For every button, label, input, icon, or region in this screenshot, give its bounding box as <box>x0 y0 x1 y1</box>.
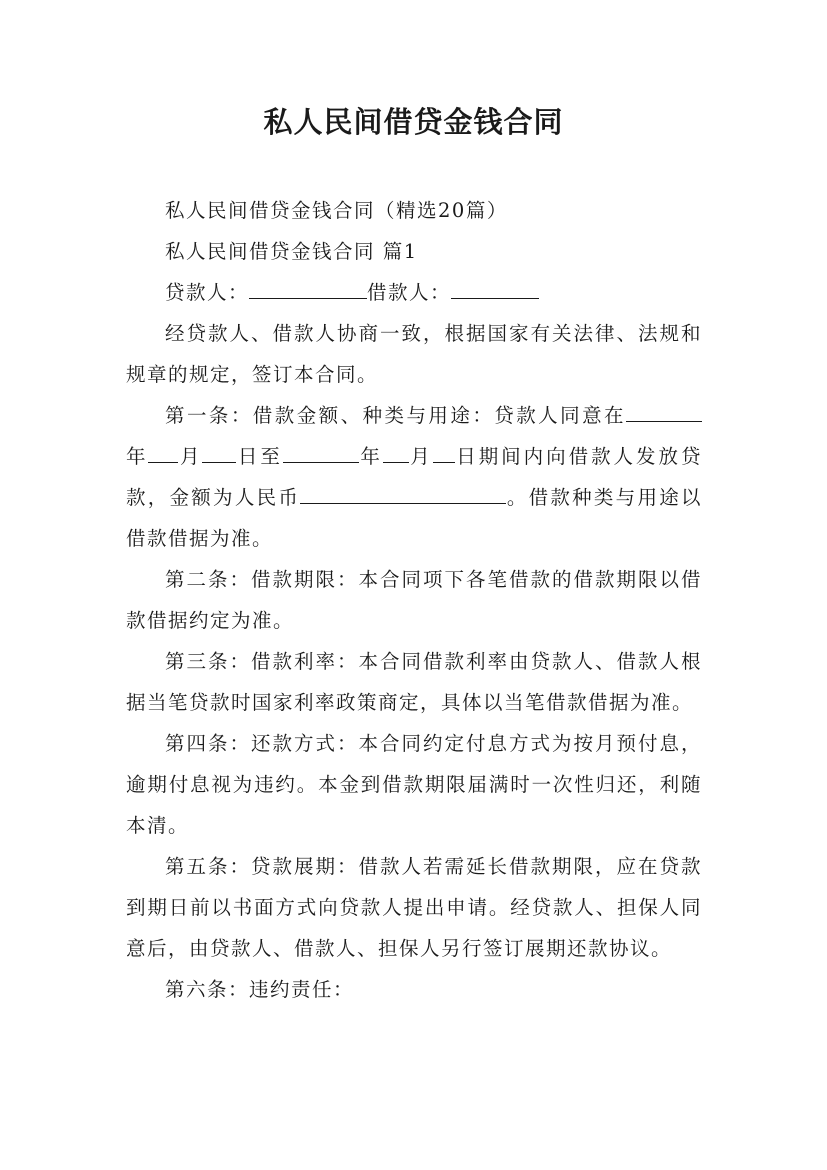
document-title: 私人民间借贷金钱合同 <box>263 105 564 139</box>
article-5: 第五条：贷款展期：借款人若需延长借款期限，应在贷款到期日前以书面方式向贷款人提出申请。经贷款人、担保人同意后，由贷款人、借款人、担保人另行签订展期还款协议。 <box>126 855 702 960</box>
article-1 <box>126 395 702 559</box>
intro-paragraph: 经贷款人、借款人协商一致，根据国家有关法律、法规和规章的规定，签订本合同。 <box>126 322 702 386</box>
article-2: 第二条：借款期限：本合同项下各笔借款的借款期限以借款借据约定为准。 <box>126 568 702 632</box>
year-label: 年 <box>126 445 149 468</box>
lender-blank <box>249 278 367 299</box>
borrower-label: 借款人： <box>367 281 452 304</box>
section-heading: 私人民间借贷金钱合同 篇1 <box>165 240 418 263</box>
month-label: 月 <box>178 445 203 468</box>
year2-label: 年 <box>358 445 383 468</box>
month2-label: 月 <box>408 445 433 468</box>
article-3: 第三条：借款利率：本合同借款利率由贷款人、借款人根据当笔贷款时国家利率政策商定，具体以当笔借款借据为准。 <box>126 650 702 714</box>
end-day-blank <box>433 442 455 463</box>
day-to-label: 日至 <box>236 445 283 468</box>
end-month-blank <box>383 442 409 463</box>
borrower-blank <box>451 278 539 299</box>
document-body <box>126 190 702 1010</box>
article-1-part-b: 日期间内向借款人发放贷款，金额为人民币 <box>126 445 702 509</box>
amount-blank <box>300 483 506 504</box>
article-1-part-a: 第一条：借款金额、种类与用途：贷款人同意在 <box>165 404 626 427</box>
parties-line <box>126 272 702 313</box>
article-4: 第四条：还款方式：本合同约定付息方式为按月预付息，逾期付息视为违约。本金到借款期限届满时一次性归还，利随本清。 <box>126 732 702 837</box>
start-year-blank <box>626 401 702 422</box>
article-1-part-c: 。借款种类与用途以借款借据为准。 <box>126 486 702 550</box>
start-day-blank <box>202 442 236 463</box>
start-month-blank <box>148 442 178 463</box>
lender-label: 贷款人： <box>165 281 250 304</box>
end-year-blank <box>283 442 359 463</box>
article-6: 第六条：违约责任： <box>165 978 355 1001</box>
subtitle: 私人民间借贷金钱合同（精选20篇） <box>165 199 508 222</box>
